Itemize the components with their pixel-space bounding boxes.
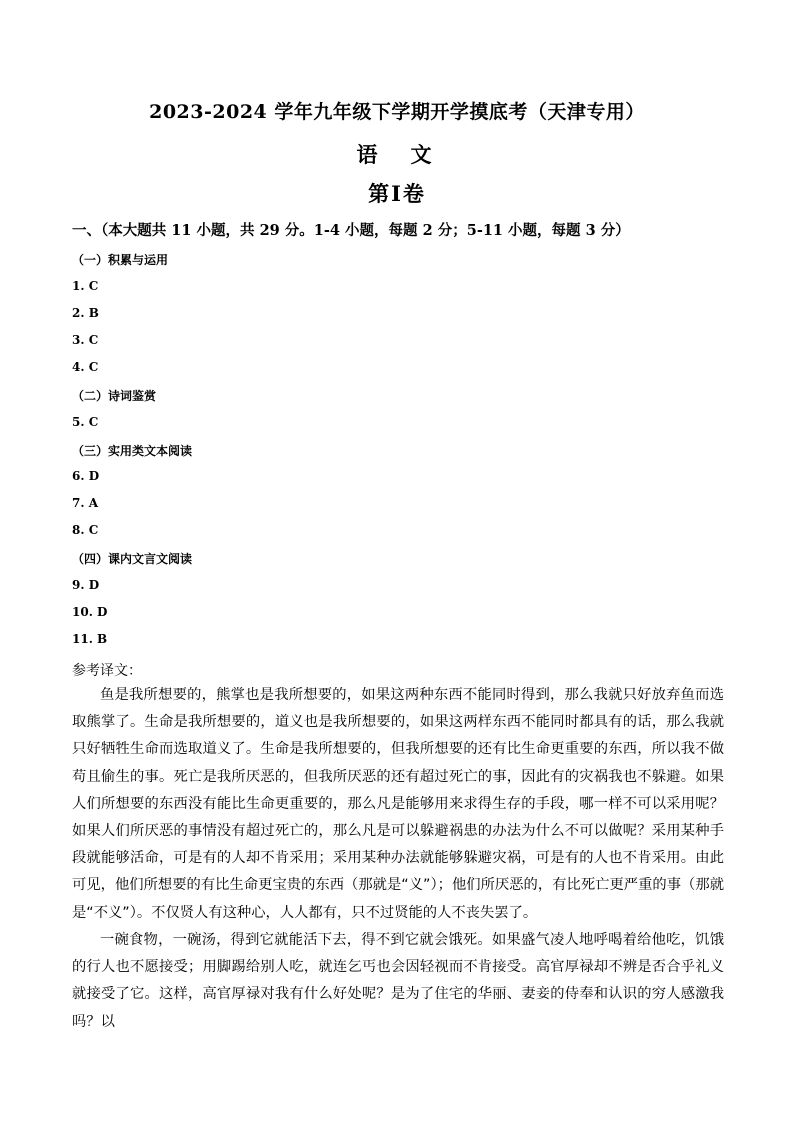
answer-item: 1. C — [72, 279, 99, 293]
translation-paragraph: 一碗食物，一碗汤，得到它就能活下去，得不到它就会饿死。如果盛气凌人地呼喝着给他吃，饥饿的行人也不愿接受；用脚踢给别人吃，就连乞丐也会因轻视而不肯接受。高官厚禄却不辨是否合乎礼义就接受了它。这样，高官厚禄对我有什么好处呢？是为了住宅的华丽、妻妾的侍奉和认识的穷人感激我吗？以 — [72, 932, 724, 1030]
answer-item: 2. B — [72, 306, 99, 320]
answer-item: 6. D — [72, 469, 100, 483]
subsection-heading: （一）积累与运用 — [72, 253, 169, 267]
subsection-heading: （二）诗词鉴赏 — [72, 389, 157, 403]
section-heading: 一、（本大题共 11 小题，共 29 分。1-4 小题，每题 2 分；5-11 小题，每题 3 分） — [72, 222, 630, 239]
answer-item: 9. D — [72, 578, 100, 592]
reference-translation-label: 参考译文： — [72, 663, 142, 679]
answer-item: 3. C — [72, 333, 99, 347]
answer-item: 10. D — [72, 605, 108, 619]
exam-title: 2023-2024 学年九年级下学期开学摸底考（天津专用） — [149, 101, 645, 123]
volume-heading: 第Ⅰ卷 — [368, 181, 426, 206]
answer-item: 11. B — [72, 632, 108, 646]
subject-heading: 语 文 — [356, 142, 438, 167]
subsection-heading: （四）课内文言文阅读 — [72, 552, 193, 566]
answer-item: 5. C — [72, 415, 99, 429]
translation-paragraph: 鱼是我所想要的，熊掌也是我所想要的，如果这两种东西不能同时得到，那么我就只好放弃鱼而选取熊掌了。生命是我所想要的，道义也是我所想要的，如果这两样东西不能同时都具有的话，那么我就只好牺牲生命而选取道义了。生命是我所想要的，但我所想要的还有比生命更重要的东西，所以我不做苟且偷生的事。死亡是我所厌恶的，但我所厌恶的还有超过死亡的事，因此有的灾祸我也不躲避。如果人们所想要的东西没有能比生命更重要的，那么凡是能够用来求得生存的手段，哪一样不可以采用呢？如果人们所厌恶的事情没有超过死亡的，那么凡是可以躲避祸患的办法为什么不可以做呢？采用某种手段就能够活命，可是有的人却不肯采用；采用某种办法就能够躲避灾祸，可是有的人也不肯采用。由此可见，他们所想要的有比生命更宝贵的东西（那就是“义”）；他们所厌恶的，有比死亡更严重的事（那就是“不义”）。不仅贤人有这种心，人人都有，只不过贤能的人不丧失罢了。 — [72, 687, 724, 921]
answer-item: 4. C — [72, 360, 99, 374]
subsection-heading: （三）实用类文本阅读 — [72, 444, 193, 458]
answer-item: 8. C — [72, 523, 99, 537]
answer-item: 7. A — [72, 496, 99, 510]
